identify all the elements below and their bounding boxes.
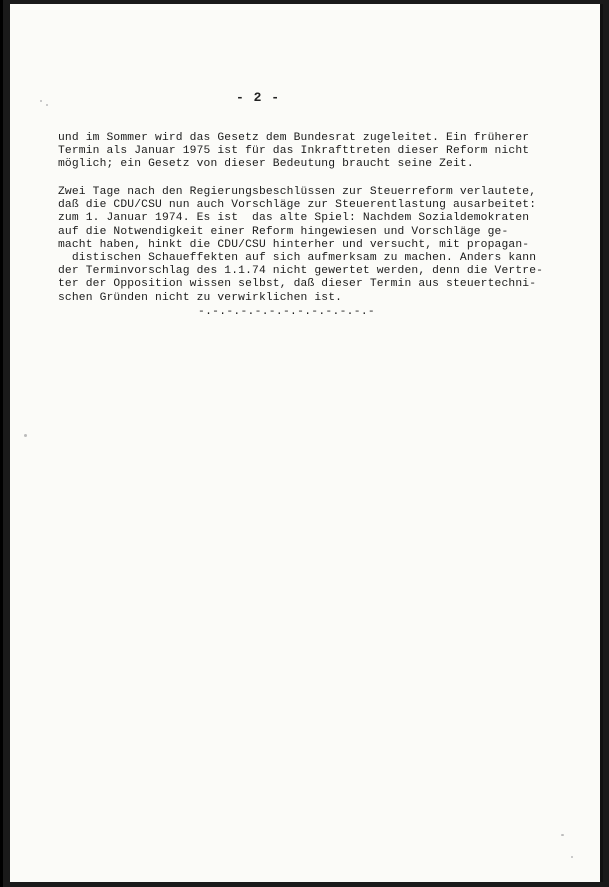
- paragraph-line: und im Sommer wird das Gesetz dem Bundesrat zugeleitet. Ein früherer: [58, 132, 530, 144]
- paragraph-line: ter der Opposition wissen selbst, daß dieser Termin aus steuertechni-: [58, 278, 537, 291]
- paragraph-line: schen Gründen nicht zu verwirklichen ist.: [58, 291, 343, 304]
- scan-speck: [24, 434, 27, 437]
- paragraph-line: distischen Schaueffekten auf sich aufmerksam zu machen. Anders kann: [58, 252, 537, 265]
- paragraph-line: zum 1. Januar 1974. Es ist das alte Spiel: Nachdem Sozialdemokraten: [58, 212, 530, 225]
- scan-speck: [561, 834, 564, 836]
- page-number: - 2 -: [236, 90, 281, 105]
- paragraph-line: der Terminvorschlag des 1.1.74 nicht gewertet werden, denn die Vertre-: [58, 265, 544, 278]
- paragraph-line: Zwei Tage nach den Regierungsbeschlüssen zur Steuerreform verlautete,: [58, 186, 537, 198]
- paragraph-2: [58, 186, 568, 305]
- paragraph-line: möglich; ein Gesetz von dieser Bedeutung braucht seine Zeit.: [58, 158, 474, 171]
- scan-speck: [46, 104, 48, 106]
- scan-speck: [40, 100, 42, 102]
- paragraph-1: [58, 132, 568, 172]
- scan-edge-left: [0, 0, 3, 887]
- paragraph-line: auf die Notwendigkeit einer Reform hingewiesen und Vorschläge ge-: [58, 225, 509, 238]
- paragraph-line: Termin als Januar 1975 ist für das Inkrafttreten dieser Reform nicht: [58, 145, 530, 158]
- section-separator: -.-.-.-.-.-.-.-.-.-.-.-.-: [198, 306, 375, 318]
- scan-speck: [571, 856, 573, 858]
- paragraph-line: daß die CDU/CSU nun auch Vorschläge zur Steuerentlastung ausarbeitet:: [58, 199, 537, 212]
- document-page: [10, 4, 603, 882]
- paragraph-line: macht haben, hinkt die CDU/CSU hinterher und versucht, mit propagan-: [58, 238, 530, 251]
